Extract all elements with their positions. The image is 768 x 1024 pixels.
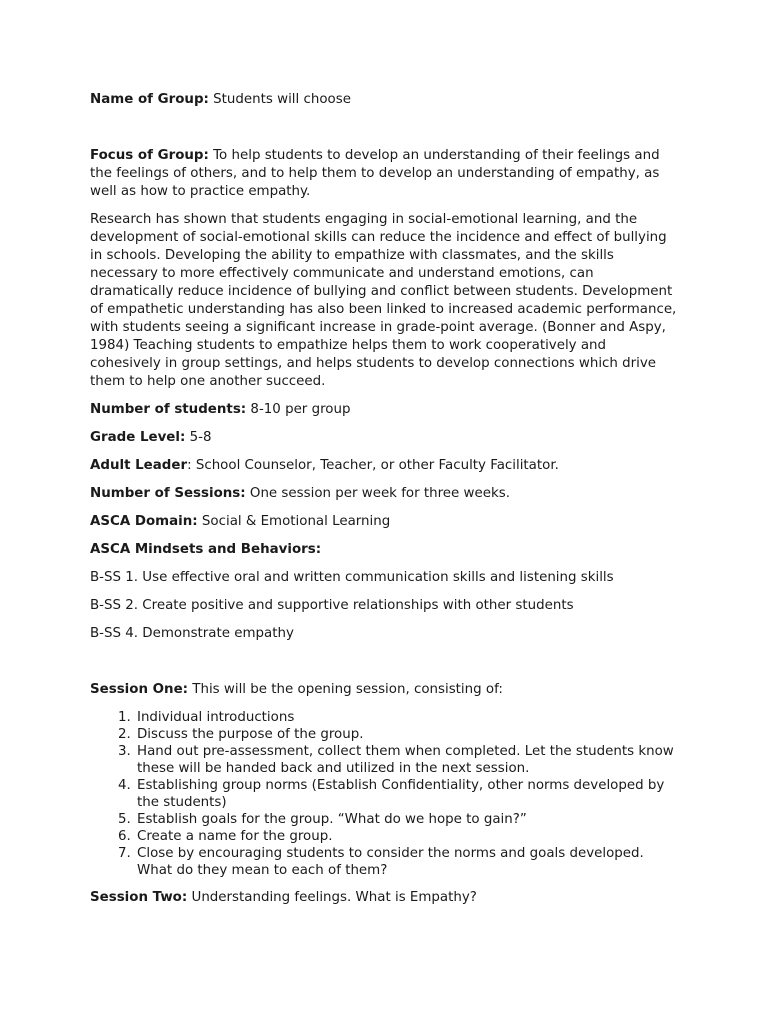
focus-of-group-paragraph xyxy=(90,147,680,201)
session-two-line xyxy=(90,889,680,907)
asca-domain-label: ASCA Domain: xyxy=(90,514,198,529)
number-of-sessions-label: Number of Sessions: xyxy=(90,486,246,501)
list-item: 1. Individual introductions xyxy=(135,709,680,726)
list-item: 2. Discuss the purpose of the group. xyxy=(135,726,680,743)
list-item: 7. Close by encouraging students to consider the norms and goals developed. What do they mean to each of them? xyxy=(135,845,680,879)
number-of-students-label: Number of students: xyxy=(90,402,247,417)
number-of-students-line xyxy=(90,401,680,419)
session-one-line xyxy=(90,681,680,699)
session-one-label: Session One: xyxy=(90,682,189,697)
asca-domain-value: Social & Emotional Learning xyxy=(201,514,391,529)
number-of-sessions-value: One session per week for three weeks. xyxy=(249,486,510,501)
adult-leader-line xyxy=(90,457,680,475)
asca-domain-line xyxy=(90,513,680,531)
session-one-value: This will be the opening session, consisting of: xyxy=(192,682,503,697)
document-page xyxy=(90,91,680,907)
asca-mindsets-heading xyxy=(90,541,680,559)
grade-level-line xyxy=(90,429,680,447)
focus-of-group-label: Focus of Group: xyxy=(90,148,209,163)
grade-level-value: 5-8 xyxy=(189,430,212,445)
focus-of-group-value: To help students to develop an understanding of their feelings and the feelings of others, and to help them to develop an understanding of empathy, as well as how to practice empathy. xyxy=(90,148,660,199)
number-of-sessions-line xyxy=(90,485,680,503)
adult-leader-value: : School Counselor, Teacher, or other Faculty Facilitator. xyxy=(187,458,559,473)
list-item: 4. Establishing group norms (Establish Confidentiality, other norms developed by the students) xyxy=(135,777,680,811)
list-item: 5. Establish goals for the group. “What do we hope to gain?” xyxy=(135,811,680,828)
name-of-group-line xyxy=(90,91,680,109)
asca-mindset-item: B-SS 1. Use effective oral and written communication skills and listening skills xyxy=(90,570,614,585)
adult-leader-label: Adult Leader xyxy=(90,458,188,473)
research-paragraph: Research has shown that students engaging in social-emotional learning, and the development of social-emotional skills can reduce the incidence and effect of bullying in schools. Developing the ability to empathize with classmates, and the skills necessary to more effectively communicate and understand emotions, can dramatically reduce incidence of bullying and conflict between students. Development of empathetic understanding has also been linked to increased academic performance, with students seeing a significant increase in grade-point average. (Bonner and Aspy, 1984) Teaching students to empathize helps them to work cooperatively and cohesively in group settings, and helps students to develop connections which drive them to help one another succeed. xyxy=(90,212,677,389)
name-of-group-value: Students will choose xyxy=(213,92,351,107)
name-of-group-label: Name of Group: xyxy=(90,92,209,107)
session-one-steps xyxy=(90,709,680,879)
list-item: 3. Hand out pre-assessment, collect them when completed. Let the students know these will be handed back and utilized in the next session. xyxy=(135,743,680,777)
session-two-label: Session Two: xyxy=(90,890,188,905)
grade-level-label: Grade Level: xyxy=(90,430,186,445)
number-of-students-value: 8-10 per group xyxy=(250,402,351,417)
asca-mindset-item: B-SS 2. Create positive and supportive relationships with other students xyxy=(90,598,574,613)
session-two-value: Understanding feelings. What is Empathy? xyxy=(191,890,477,905)
asca-mindset-item: B-SS 4. Demonstrate empathy xyxy=(90,626,294,641)
asca-mindsets-heading-text: ASCA Mindsets and Behaviors: xyxy=(90,542,322,557)
list-item: 6. Create a name for the group. xyxy=(135,828,680,845)
